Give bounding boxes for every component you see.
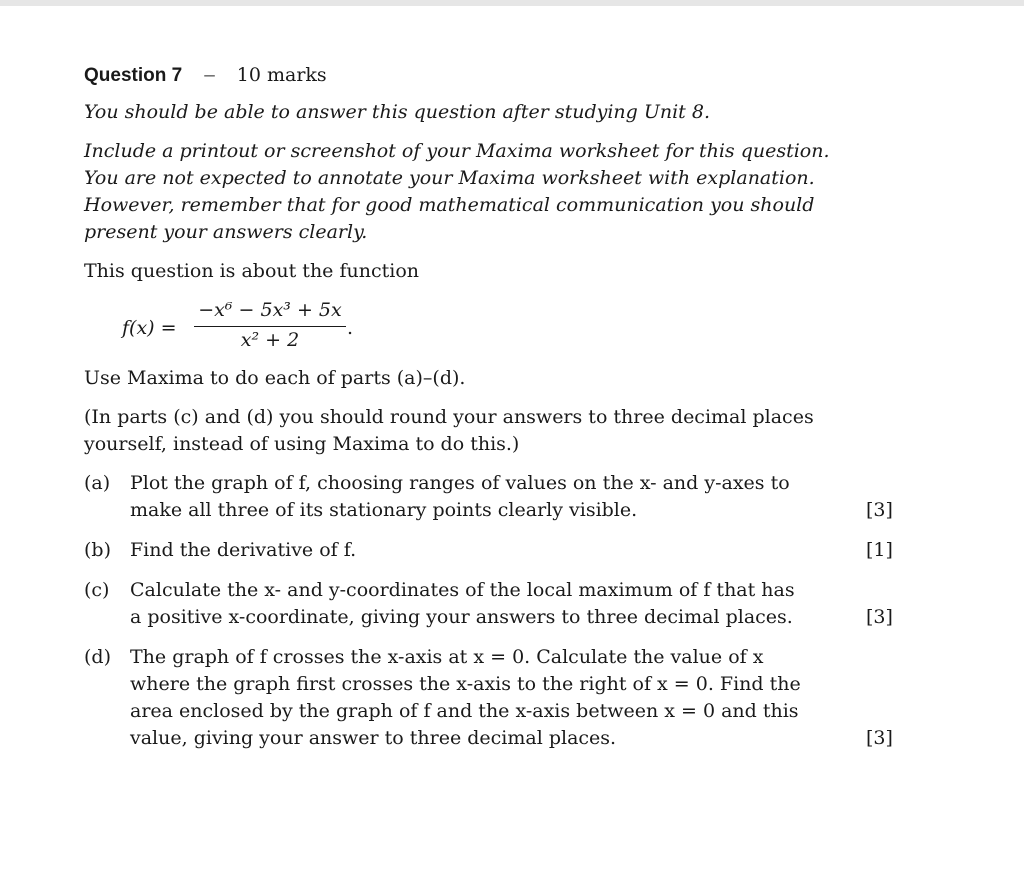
instructions [84,138,904,246]
part-text [130,537,820,564]
question-marks: 10 marks [236,64,327,86]
question-header [84,62,904,89]
part-marks: [3] [866,727,893,749]
formula-denominator: x² + 2 [240,329,300,351]
instruction-line: Include a printout or screenshot of your Maxima worksheet for this question. [84,140,830,162]
instruction-line: However, remember that for good mathematical communication you should [84,194,815,216]
rounding-note-line: yourself, instead of using Maxima to do this.) [84,433,520,455]
part-line: where the graph first crosses the x-axis to the right of x = 0. Find the [130,673,801,695]
part-line: a positive x-coordinate, giving your answers to three decimal places. [130,606,793,628]
formula-lhs: f(x) = [122,317,177,339]
question-title: Question 7 [84,65,183,86]
formula-numerator: −x⁶ − 5x³ + 5x [194,297,346,327]
part-label: (b) [84,539,111,561]
part-c [84,577,904,631]
part-marks: [3] [866,499,893,521]
part-line: area enclosed by the graph of f and the x-axis between x = 0 and this [130,700,799,722]
instruction-line: present your answers clearly. [84,221,368,243]
part-label: (d) [84,646,111,668]
part-line: Plot the graph of f, choosing ranges of values on the x- and y-axes to [130,472,790,494]
part-line: value, giving your answer to three decimal places. [130,727,617,749]
formula-end: . [347,317,354,339]
part-label: (a) [84,472,111,494]
part-marks: [1] [866,539,893,561]
rounding-note-line: (In parts (c) and (d) you should round your answers to three decimal places [84,406,814,428]
instruction-line: You are not expected to annotate your Maxima worksheet with explanation. [84,167,815,189]
part-line: make all three of its stationary points clearly visible. [130,499,638,521]
use-maxima-text: Use Maxima to do each of parts (a)–(d). [84,367,466,389]
part-text [130,470,820,524]
part-marks: [3] [866,606,893,628]
formula-fraction [194,297,346,354]
function-intro: This question is about the function [84,260,419,282]
part-line: Find the derivative of f. [130,539,357,561]
question-page [84,62,904,765]
part-d [84,644,904,752]
question-separator: – [204,65,215,86]
part-text [130,644,820,752]
part-b [84,537,904,564]
function-formula [84,297,904,357]
part-line: The graph of f crosses the x-axis at x = 0. Calculate the value of x [130,646,764,668]
rounding-note [84,404,904,458]
part-label: (c) [84,579,110,601]
part-text [130,577,820,631]
top-border [0,0,1024,6]
intro-text: You should be able to answer this question after studying Unit 8. [84,101,710,123]
part-line: Calculate the x- and y-coordinates of the local maximum of f that has [130,579,795,601]
part-a [84,470,904,524]
